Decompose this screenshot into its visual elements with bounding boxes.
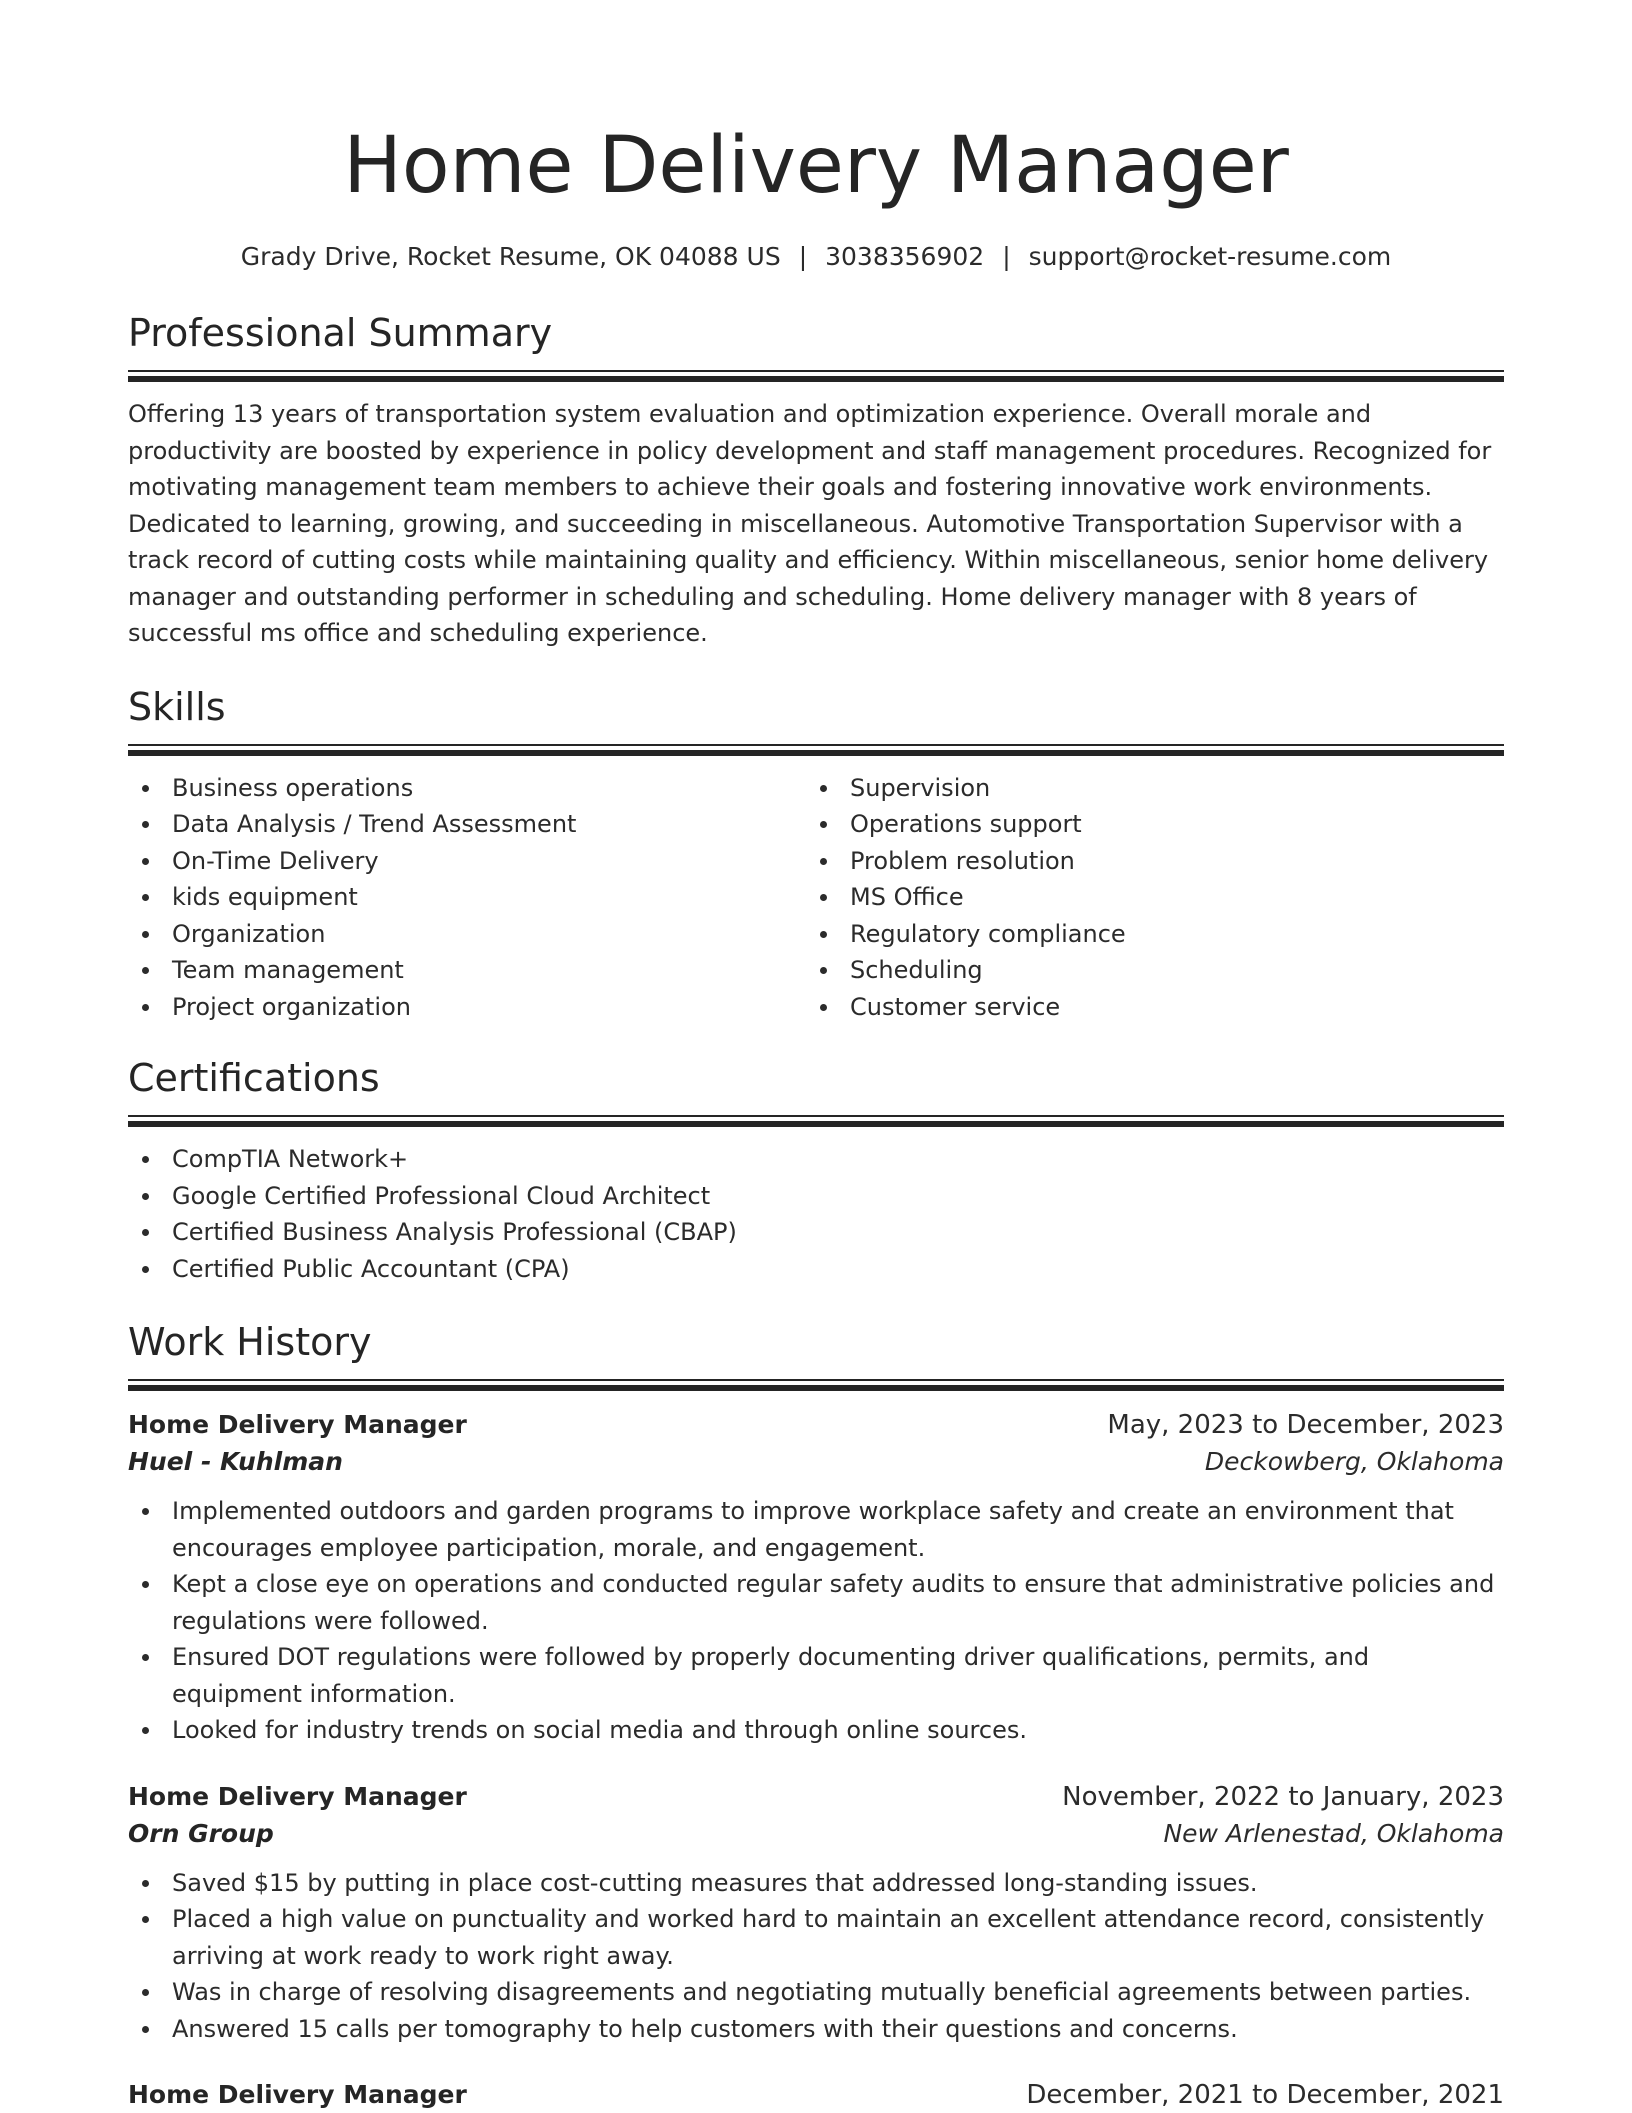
skill-item: Organization — [128, 916, 806, 953]
job-entry — [128, 2077, 1504, 2113]
job-title: Home Delivery Manager — [128, 1410, 467, 1439]
job-bullet: Looked for industry trends on social media and through online sources. — [128, 1712, 1504, 1749]
section-divider — [128, 370, 1504, 382]
job-bullet: Implemented outdoors and garden programs to improve workplace safety and create an environment that encourages employee participation, morale, and engagement. — [128, 1493, 1504, 1566]
resume-page — [128, 0, 1504, 2113]
certifications-section — [128, 1055, 1504, 1287]
skill-item: Business operations — [128, 770, 806, 807]
contact-separator: | — [798, 242, 808, 271]
skill-item: Problem resolution — [806, 843, 1484, 880]
skill-item: MS Office — [806, 879, 1484, 916]
work-history-section — [128, 1319, 1504, 2113]
job-bullet: Was in charge of resolving disagreements and negotiating mutually beneficial agreements between parties. — [128, 1974, 1504, 2011]
job-entry — [128, 1407, 1504, 1749]
contact-line — [128, 240, 1504, 274]
job-location: Deckowberg, Oklahoma — [1204, 1447, 1504, 1476]
certifications-list — [128, 1141, 1504, 1287]
skill-item: kids equipment — [128, 879, 806, 916]
skills-grid — [128, 770, 1504, 1026]
job-subheader — [128, 1815, 1504, 1853]
skill-item: Operations support — [806, 806, 1484, 843]
job-bullets — [128, 1493, 1504, 1749]
job-title: Home Delivery Manager — [128, 1781, 467, 1811]
section-title-work-history: Work History — [128, 1320, 372, 1364]
job-dates: May, 2023 to December, 2023 — [1107, 1410, 1504, 1440]
job-bullet: Kept a close eye on operations and conducted regular safety audits to ensure that administrative policies and regulations were followed. — [128, 1566, 1504, 1639]
job-entry — [128, 1779, 1504, 2048]
job-company: Huel - Kuhlman — [128, 1447, 343, 1476]
job-location: New Arlenestad, Oklahoma — [1163, 1818, 1504, 1848]
skill-item: Scheduling — [806, 952, 1484, 989]
skill-item: Regulatory compliance — [806, 916, 1484, 953]
contact-address: Grady Drive, Rocket Resume, OK 04088 US — [240, 242, 781, 271]
job-header — [128, 1779, 1504, 1815]
section-divider — [128, 1115, 1504, 1127]
skills-section — [128, 684, 1504, 1026]
skill-item: Project organization — [128, 989, 806, 1026]
section-title-summary: Professional Summary — [128, 311, 553, 355]
skill-item: Team management — [128, 952, 806, 989]
job-header — [128, 2077, 1504, 2113]
skill-item: Customer service — [806, 989, 1484, 1026]
section-divider — [128, 744, 1504, 756]
job-title: Home Delivery Manager — [128, 2080, 467, 2109]
section-title-certifications: Certifications — [128, 1056, 380, 1100]
contact-email: support@rocket-resume.com — [1028, 242, 1392, 271]
job-company: Orn Group — [128, 1818, 274, 1848]
contact-separator: | — [1002, 242, 1011, 271]
certification-item: Certified Public Accountant (CPA) — [128, 1251, 1504, 1288]
skill-item: Supervision — [806, 770, 1484, 807]
summary-text: Offering 13 years of transportation system evaluation and optimization experience. Overall morale and productivity are boosted by experience in policy development and staff management procedures. Recognized for motivating management team members to achieve their goals and fostering innovative work environments. Dedicated to learning, growing, and succeeding in miscellaneous. Automotive Transportation Supervisor with a track record of cutting costs while maintaining quality and efficiency. Within miscellaneous, senior home delivery manager and outstanding performer in scheduling and scheduling. Home delivery manager with 8 years of successful ms office and scheduling experience. — [128, 400, 1492, 647]
job-bullets — [128, 1865, 1504, 2048]
certification-item: Certified Business Analysis Professional (CBAP) — [128, 1214, 1504, 1251]
resume-name: Home Delivery Manager — [343, 121, 1289, 211]
job-bullet: Answered 15 calls per tomography to help customers with their questions and concerns. — [128, 2011, 1504, 2048]
skill-item: Data Analysis / Trend Assessment — [128, 806, 806, 843]
section-divider — [128, 1379, 1504, 1391]
section-title-skills: Skills — [128, 684, 226, 729]
skill-item: On-Time Delivery — [128, 843, 806, 880]
job-bullet: Placed a high value on punctuality and worked hard to maintain an excellent attendance record, consistently arriving at work ready to work right away. — [128, 1901, 1504, 1974]
job-header — [128, 1407, 1504, 1443]
job-bullet: Saved $15 by putting in place cost-cutting measures that addressed long-standing issues. — [128, 1865, 1504, 1902]
contact-phone: 3038356902 — [825, 242, 985, 271]
job-dates: November, 2022 to January, 2023 — [1062, 1781, 1504, 1812]
skills-list-left — [128, 770, 806, 1026]
job-dates: December, 2021 to December, 2021 — [1026, 2080, 1504, 2110]
certification-item: CompTIA Network+ — [128, 1141, 1504, 1178]
skills-list-right — [806, 770, 1484, 1026]
certification-item: Google Certified Professional Cloud Architect — [128, 1178, 1504, 1215]
job-subheader — [128, 1443, 1504, 1481]
job-bullet: Ensured DOT regulations were followed by properly documenting driver qualifications, permits, and equipment information. — [128, 1639, 1504, 1712]
summary-section — [128, 310, 1504, 652]
